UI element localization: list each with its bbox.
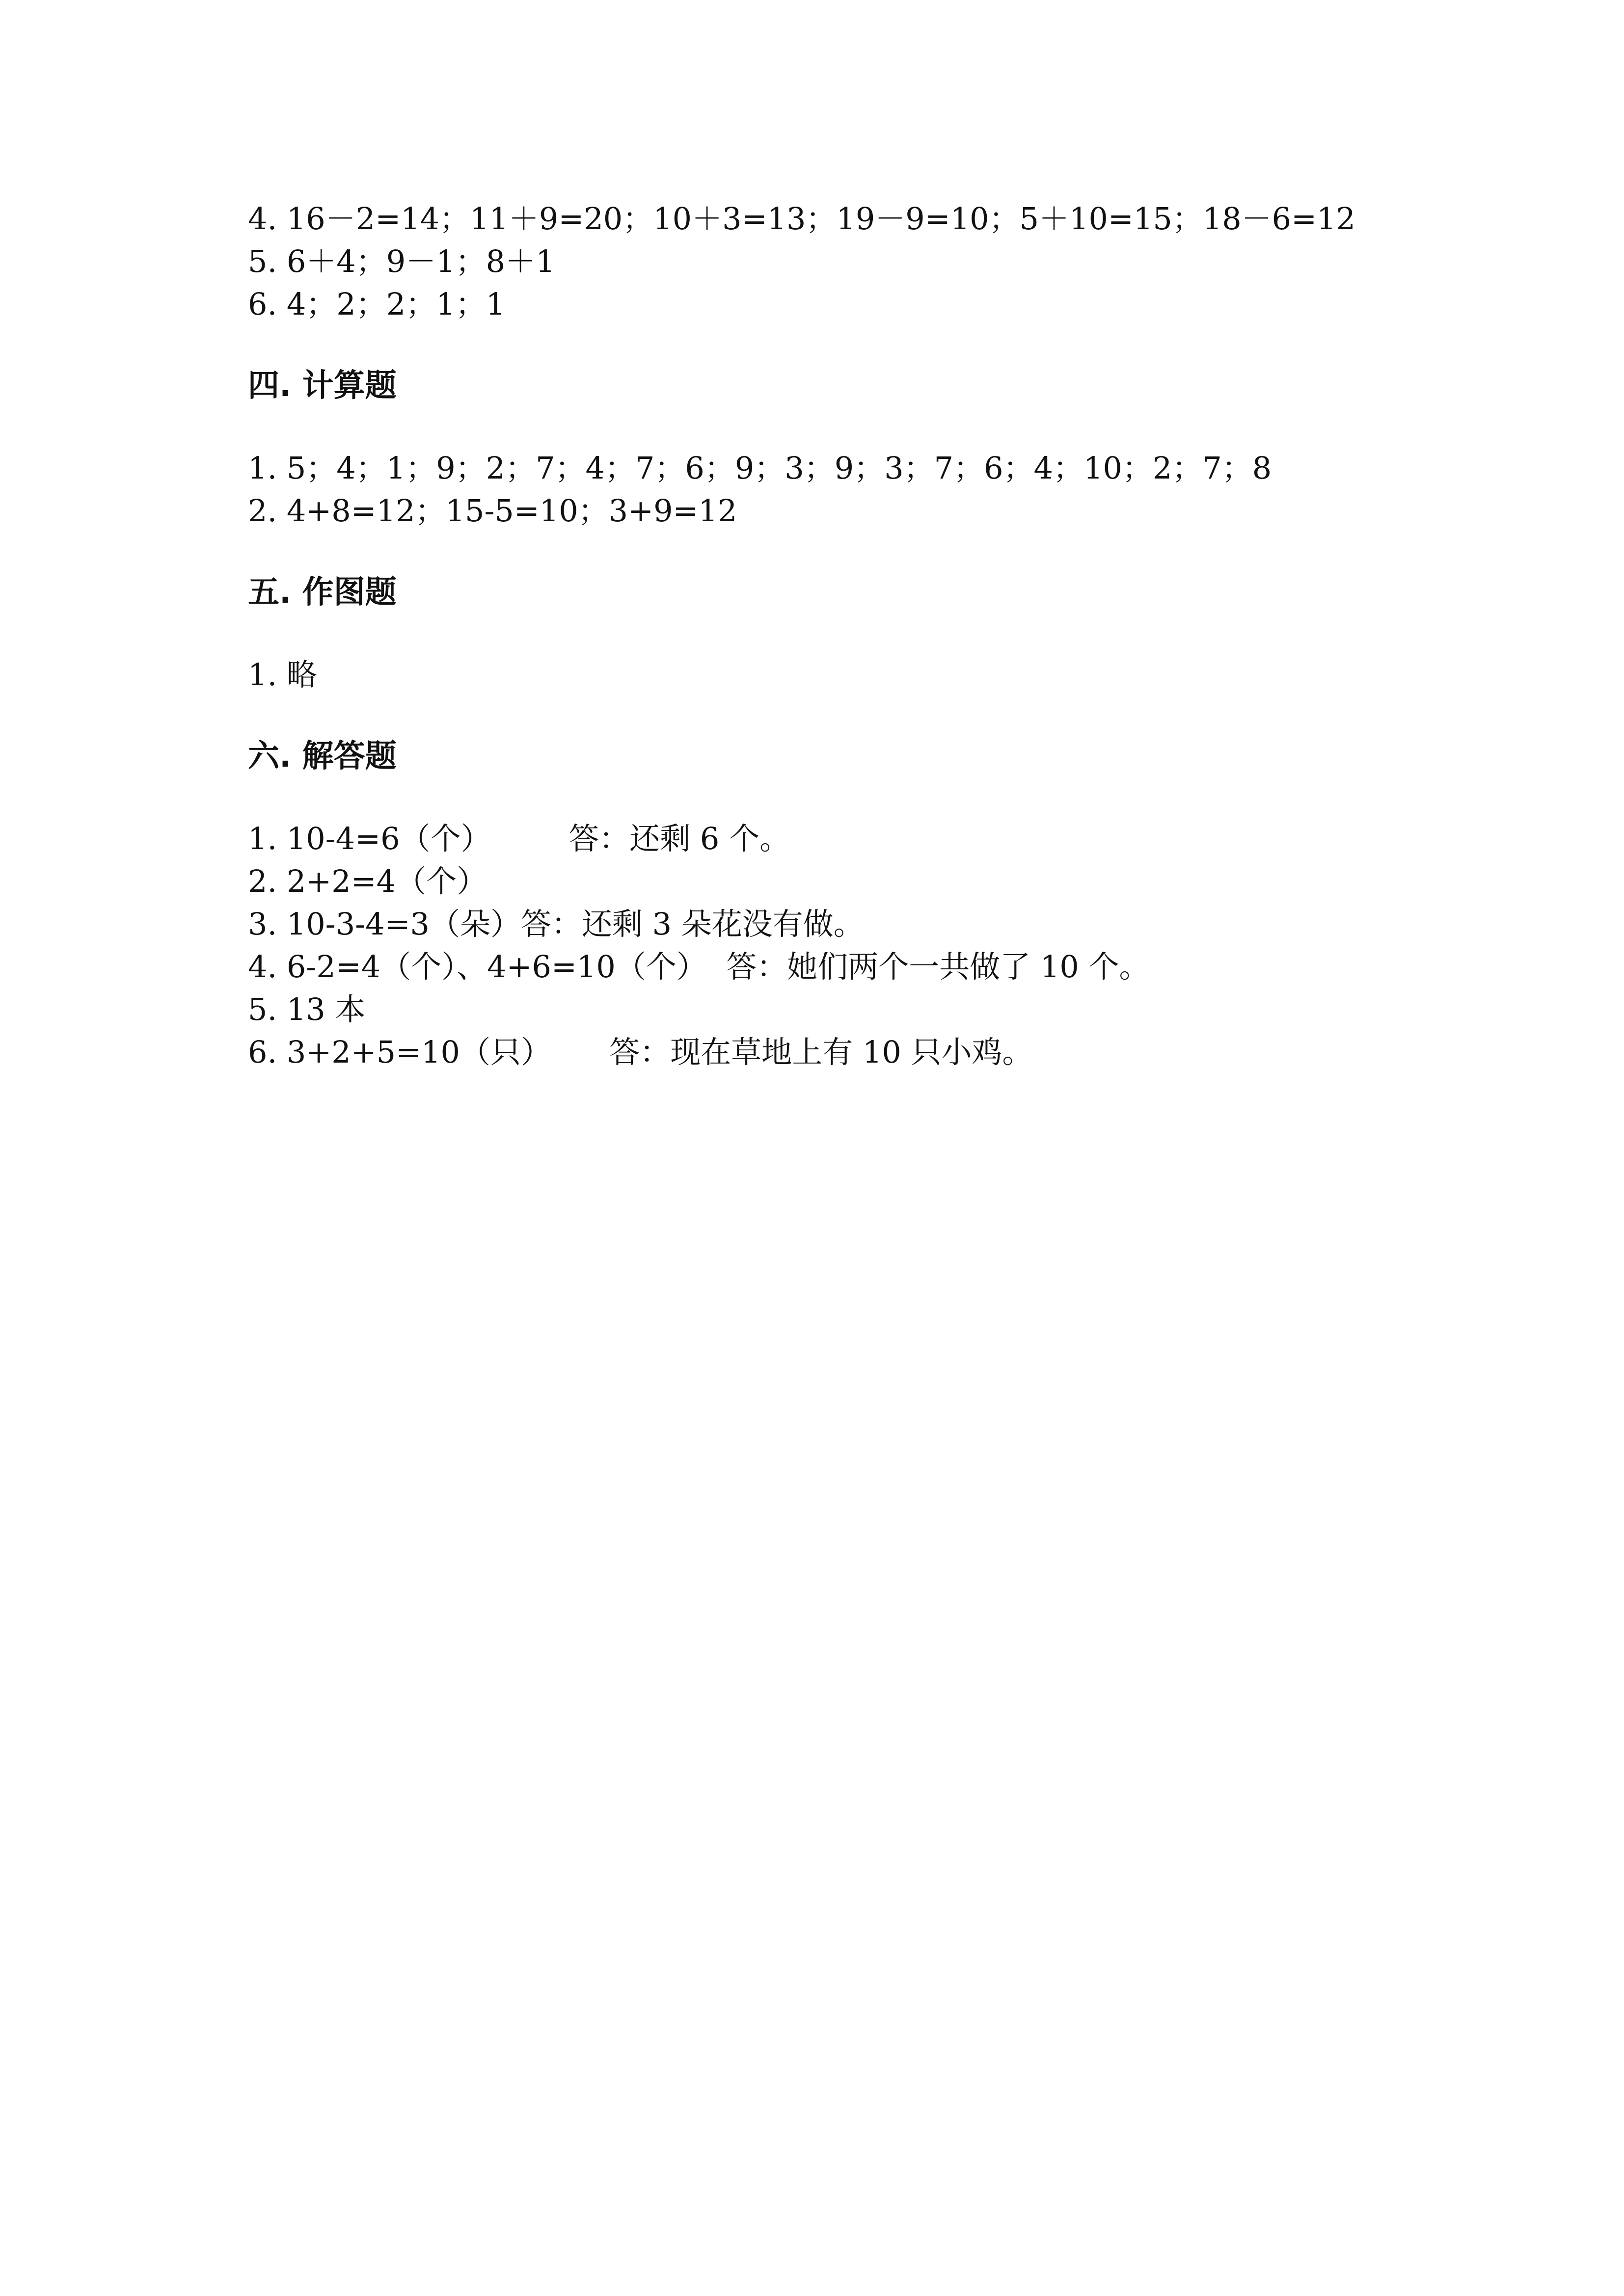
answer-list-calculation (248, 447, 1377, 532)
answer-line: 4. 6-2=4（个）、4+6=10（个） 答：她们两个一共做了 10 个。 (248, 949, 1150, 985)
answer-line: 2. 4+8=12；15-5=10；3+9=12 (248, 493, 737, 529)
answer-line: 1. 5；4；1；9；2；7；4；7；6；9；3；9；3；7；6；4；10；2；7；8 (248, 450, 1272, 486)
section-heading-calculation: 四. 计算题 (248, 368, 397, 404)
answer-list-section3 (248, 197, 1377, 325)
section-heading-word-problems: 六. 解答题 (248, 738, 397, 774)
answer-line: 1. 10-4=6（个） 答：还剩 6 个。 (248, 821, 790, 856)
answer-document (248, 197, 1377, 1073)
answer-line: 4. 16－2=14；11＋9=20；10＋3=13；19－9=10；5＋10=15；18－6=12 (248, 201, 1355, 237)
section-heading-drawing: 五. 作图题 (248, 574, 397, 611)
answer-line: 2. 2+2=4（个） (248, 863, 487, 899)
answer-line: 6. 3+2+5=10（只） 答：现在草地上有 10 只小鸡。 (248, 1034, 1033, 1070)
answer-line: 3. 10-3-4=3（朵）答：还剩 3 朵花没有做。 (248, 906, 864, 942)
answer-list-word-problems (248, 817, 1377, 1073)
answer-line: 1. 略 (248, 657, 317, 693)
answer-line: 5. 13 本 (248, 991, 366, 1027)
answer-line: 5. 6＋4；9－1；8＋1 (248, 243, 555, 279)
answer-line: 6. 4；2；2；1；1 (248, 286, 506, 322)
answer-list-drawing (248, 653, 1377, 696)
